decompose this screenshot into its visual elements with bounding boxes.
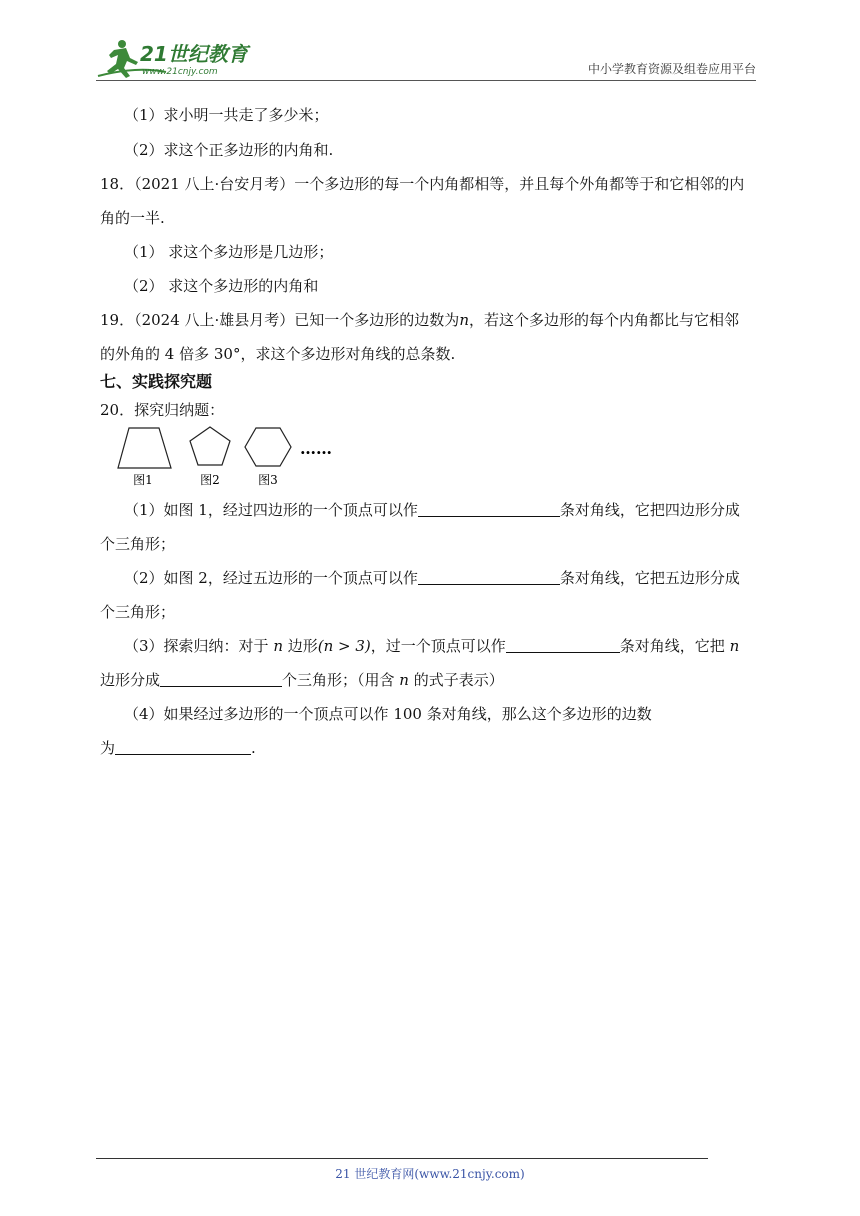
q20-p3-text-f: 个三角形；（用含	[282, 671, 400, 689]
q20-p3-text-b: 边形	[282, 637, 318, 655]
fig3-label: 图3	[258, 473, 278, 487]
q17-part2: （2）求这个正多边形的内角和.	[124, 141, 334, 159]
hexagon-shape	[245, 428, 291, 466]
q18-stem-line1: 18．（2021 八上·台安月考）一个多边形的每一个内角都相等，并且每个外角都等于和它相邻的内	[100, 175, 745, 193]
math-n: n	[399, 671, 409, 689]
q20-part2-line2: 个三角形；	[100, 603, 176, 621]
answer-blank-4[interactable]	[160, 672, 282, 687]
q20-part1-line2: 个三角形；	[100, 535, 176, 553]
q17-part1: （1）求小明一共走了多少米；	[124, 106, 329, 124]
site-logo	[96, 36, 266, 80]
q18-part1: （1） 求这个多边形是几边形；	[124, 243, 334, 261]
logo-text: 21世纪教育	[140, 42, 248, 66]
polygon-figures	[114, 424, 354, 488]
q20-p1-text-b: 条对角线，它把四边形分成	[559, 501, 740, 519]
footer-text[interactable]: 21 世纪教育网(www.21cnjy.com)	[335, 1167, 525, 1181]
q20-p2-text-a: （2）如图 2，经过五边形的一个顶点可以作	[124, 569, 418, 587]
q20-p3-text-g: 的式子表示）	[408, 671, 504, 689]
q20-part2-line1	[124, 568, 740, 588]
answer-blank-2[interactable]	[418, 570, 560, 585]
polygon-figures-svg	[114, 424, 354, 488]
q19-text-b: ，若这个多边形的每个内角都比与它相邻	[468, 311, 739, 329]
q20-p3-text-a: （3）探索归纳：对于	[124, 637, 274, 655]
header-platform-text: 中小学教育资源及组卷应用平台	[587, 62, 756, 76]
math-condition: (n > 3)	[317, 637, 371, 655]
q20-part3-line1	[124, 636, 739, 656]
q20-p3-text-d: 条对角线，它把	[619, 637, 730, 655]
q18-stem-line2: 角的一半.	[100, 209, 165, 227]
q20-p4-text-c: .	[251, 739, 256, 757]
q20-p2-text-b: 条对角线，它把五边形分成	[559, 569, 740, 587]
math-n: n	[273, 637, 283, 655]
ellipsis: ……	[300, 439, 332, 458]
trapezoid-shape	[118, 428, 171, 468]
q19-text-a: 19．（2024 八上·雄县月考）已知一个多边形的边数为	[100, 311, 460, 329]
q20-part1-line1	[124, 500, 740, 520]
q20-part4-line1: （4）如果经过多边形的一个顶点可以作 100 条对角线，那么这个多边形的边数	[124, 705, 652, 723]
q19-stem-line2	[100, 344, 455, 364]
q20-p4-text-b: 为	[100, 739, 116, 757]
logo-url: www.21cnjy.com	[142, 67, 218, 77]
q20-intro: 20．探究归纳题：	[100, 401, 225, 419]
q19-text-d: ，求这个多边形对角线的总条数.	[240, 345, 456, 363]
answer-blank-1[interactable]	[418, 502, 560, 517]
q20-part4-line2	[100, 738, 256, 758]
fig2-label: 图2	[200, 473, 220, 487]
math-n: n	[729, 637, 740, 655]
runner-logo-icon	[96, 36, 266, 80]
q18-part2: （2） 求这个多边形的内角和	[124, 277, 319, 295]
q19-text-c: 的外角的 4 倍多	[100, 345, 214, 363]
q20-p3-text-e: 边形分成	[100, 671, 161, 689]
q20-part3-line2	[100, 670, 504, 690]
answer-blank-3[interactable]	[506, 638, 620, 653]
q19-stem-line1	[100, 310, 739, 330]
header-divider	[96, 80, 756, 81]
math-degree: 30°	[213, 345, 241, 363]
section-title: 七、实践探究题	[100, 372, 213, 391]
fig1-label: 图1	[133, 473, 153, 487]
answer-blank-5[interactable]	[115, 740, 251, 755]
footer-divider	[96, 1158, 708, 1159]
pentagon-shape	[190, 427, 230, 465]
math-n: n	[459, 311, 469, 329]
q20-p3-text-c: ，过一个顶点可以作	[370, 637, 506, 655]
q20-p1-text-a: （1）如图 1，经过四边形的一个顶点可以作	[124, 501, 418, 519]
